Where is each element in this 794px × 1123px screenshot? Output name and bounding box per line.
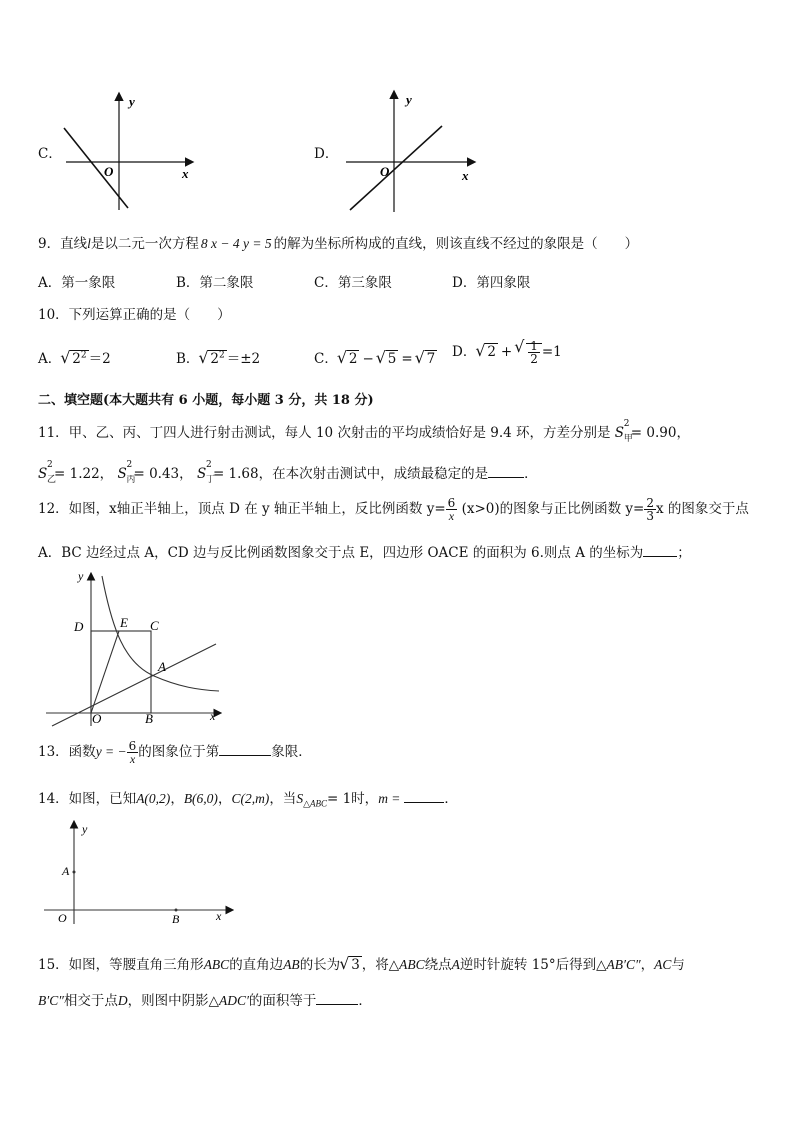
- label-y: y: [78, 569, 84, 583]
- question-10-option-a[interactable]: A．√ $2^2 =2$: [38, 347, 111, 367]
- question-9-stem: 9．直线l是以二元一次方程 8 x − 4 y = 5 的解为坐标所构成的直线，则该直线不经过的象限是（ ）: [38, 236, 639, 252]
- label-o: O: [58, 911, 67, 925]
- segment-oe: [91, 631, 119, 713]
- question-15-line-1: 15．如图，等腰直角三角形ABC的直角边AB的长为√ 3 ，将△ABC绕点A逆时针旋转 15°后得到△AB′C″，AC与: [38, 953, 685, 973]
- question-9-option-c[interactable]: C．第三象限: [314, 275, 392, 291]
- function-line: [350, 126, 442, 210]
- question-12-figure: [44, 568, 230, 730]
- label-a: A: [158, 659, 166, 674]
- question-15-line-2: B′C″相交于点D，则图中阴影△ADC′的面积等于 ．: [38, 993, 372, 1009]
- question-9-option-a[interactable]: A．第一象限: [38, 275, 116, 291]
- answer-blank[interactable]: [488, 465, 524, 478]
- x-label: x: [182, 166, 189, 181]
- answer-blank[interactable]: [643, 544, 677, 557]
- proportional-line: [52, 644, 216, 726]
- question-14-figure: [40, 818, 240, 926]
- option-c-graph: [58, 88, 198, 213]
- question-11-line-1: 11．甲、乙、丙、丁四人进行射击测试，每人 10 次射击的平均成绩恰好是 9.4 环，方差分别是 S 2 甲 = 0.90，: [38, 419, 690, 444]
- label-x: x: [210, 709, 216, 723]
- question-12-line-2: A．BC 边经过点 A，CD 边与反比例函数图象交于点 E，四边形 OACE 的面积为 6.则点 A 的坐标为 ；: [38, 545, 691, 561]
- question-14: 14．如图，已知A(0,2)，B(6,0)，C(2,m)，当$S_{\triangle ABC}= 1$时，m = ．: [38, 791, 458, 809]
- label-a: A: [62, 864, 70, 878]
- origin-label: O: [380, 164, 390, 179]
- question-13: 13．函数y = − $\frac{6}{x}$ 的图象位于第 象限．: [38, 739, 312, 766]
- origin-label: O: [104, 164, 114, 179]
- label-c: C: [150, 618, 159, 633]
- question-10-stem: 10．下列运算正确的是（ ）: [38, 307, 231, 323]
- label-e: E: [120, 615, 128, 630]
- question-10-option-b[interactable]: B．√ $2^2 =\pm 2$: [176, 347, 260, 367]
- equation: 8 x − 4 y = 5: [200, 236, 272, 251]
- y-label: y: [406, 92, 412, 107]
- question-10-option-c[interactable]: C．√ 2 −√ 5 =√ 7: [314, 347, 437, 367]
- label-o: O: [92, 711, 102, 726]
- section-2-title: 二、填空题(本大题共有 6 小题，每小题 3 分，共 18 分): [38, 393, 374, 408]
- question-12-line-1: 12．如图，x轴正半轴上，顶点 D 在 y 轴正半轴上，反比例函数 y= $\frac{6}{x}$ (x>0)的图象与正比例函数 y= $\frac{2}{3}$ x 的图象交于点: [38, 496, 749, 523]
- x-label: x: [462, 168, 469, 183]
- question-9-option-d[interactable]: D．第四象限: [452, 275, 531, 291]
- option-c-label: C．: [38, 146, 62, 162]
- point-b: [175, 909, 178, 912]
- option-d-label: D．: [314, 146, 339, 162]
- y-label: y: [129, 94, 135, 109]
- question-11-line-2: S 2 乙 = 1.22， S 2 丙 = 0.43， S 2 丁 = 1.68，在本次射击测试中，成绩最稳定的是 ．: [38, 460, 538, 485]
- answer-blank[interactable]: [219, 743, 271, 756]
- label-x: x: [216, 909, 222, 923]
- question-10-option-d[interactable]: D．√ 2 + √ $\frac{1}{2}$ =1: [452, 340, 562, 365]
- label-d: D: [74, 619, 84, 634]
- option-d-graph: [342, 86, 482, 214]
- answer-blank[interactable]: [316, 992, 358, 1005]
- label-b: B: [145, 711, 153, 726]
- question-9-option-b[interactable]: B．第二象限: [176, 275, 254, 291]
- label-b: B: [172, 912, 180, 926]
- label-y: y: [82, 822, 88, 836]
- point-a: [73, 871, 76, 874]
- rectangle-ocbd: [91, 631, 151, 713]
- answer-blank[interactable]: [404, 790, 444, 803]
